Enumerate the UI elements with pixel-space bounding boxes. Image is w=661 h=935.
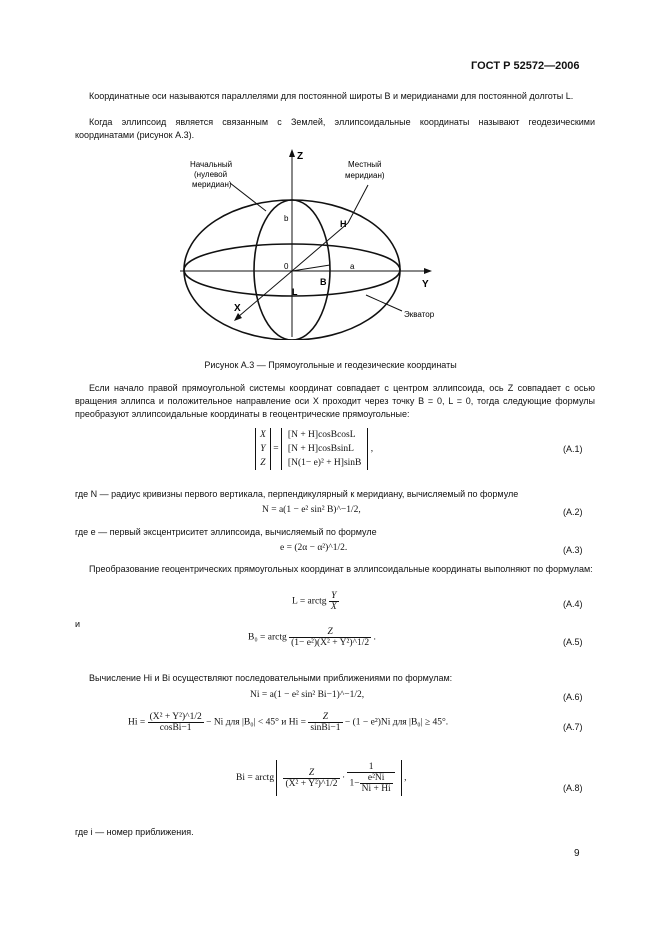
equation-a5: B₀ = arctg $\frac{Z}{\text{(1− e²)(X² + Y²)\textasciicircum{}1/2}}$ . [248,627,376,648]
label-local-2: меридиан) [345,171,385,180]
label-b-small: b [284,214,289,223]
ellipsoid-figure [170,145,470,340]
paragraph-eccentricity: где e — первый эксцентриситет эллипсоида, вычисляемый по формуле [75,527,377,537]
equation-a8: Bi = arctg $\frac{Z}{\text{(X² + Y²)\textasciicircum{}1/2}}$ · 1 1− $\frac{\text{e²Ni}}{Ni + Hi}$ , [236,762,407,794]
prime-meridian-pointer [230,183,266,211]
document-code: ГОСТ Р 52572—2006 [471,60,580,72]
label-B: B [320,277,327,287]
equation-a4: L = arctg $\frac{Y}{X}$ [292,591,337,612]
arrow-y [424,268,432,274]
equation-number-a5: (А.5) [563,637,583,647]
label-h: H [340,219,347,229]
equation-number-a4: (А.4) [563,599,583,609]
label-z: Z [297,151,304,162]
equation-a6: Ni = a(1 − e² sin² Bi−1)^−1/2, [250,690,365,700]
paragraph-geodetic: Когда эллипсоид является связанным с Землей, эллипсоидальные координаты называют геодезическими координатами (рисунок А.3). [75,117,595,140]
label-L: L [292,287,298,297]
label-a-small: a [350,262,355,271]
label-prime-3: меридиан) [192,180,232,189]
arrow-z [289,149,295,157]
paragraph-axes: Координатные оси называются параллелями для постоянной широты B и меридианами для постоянной долготы L. [89,91,574,101]
paragraph-iteration: Вычисление Hi и Bi осуществляют последовательными приближениями по формулам: [89,673,453,683]
equation-a1: X Y Z = [N + H]cosBcosL [N + H]cosBsinL [N(1− e)² + H]sinB , [255,428,373,470]
label-prime-1: Начальный [190,160,233,169]
equator-pointer [366,295,402,311]
equation-a2: N = a(1 − e² sin² B)^−1/2, [262,505,361,515]
label-prime-2: (нулевой [194,170,228,179]
equation-number-a6: (А.6) [563,692,583,702]
label-x: X [234,303,241,314]
equation-a3: e = (2α − α²)^1/2. [280,543,348,553]
paragraph-conversion: Если начало правой прямоугольной системы координат совпадает с центром эллипсоида, ось Z совпадает с осью вращения эллипса и положительное направление оси X проходит через точку B = 0, L = 0, тогда следующие формулы преобразуют эллипсоидальные координаты в геоцентрические прямоугольные: [75,383,595,419]
equation-number-a3: (А.3) [563,545,583,555]
paragraph-iteration-number: где i — номер приближения. [75,827,194,837]
paragraph-and: и [75,619,81,629]
page-number: 9 [574,848,580,859]
equation-number-a2: (А.2) [563,507,583,517]
paragraph-inverse: Преобразование геоцентрических прямоугольных координат в эллипсоидальные координаты выполняют по формулам: [89,564,593,574]
local-meridian-pointer [348,185,368,223]
figure-caption: Рисунок А.3 — Прямоугольные и геодезические координаты [204,360,457,370]
label-equator: Экватор [404,310,435,319]
label-local-1: Местный [348,160,382,169]
label-y: Y [422,279,429,290]
paragraph-radius: где N — радиус кривизны первого вертикала, перпендикулярный к меридиану, вычисляемый по формуле [75,489,519,499]
equation-number-a1: (А.1) [563,444,583,454]
equation-number-a8: (А.8) [563,783,583,793]
equation-number-a7: (А.7) [563,722,583,732]
label-zero: 0 [284,262,289,271]
equation-a7: Hi = $\frac{\text{(X² + Y²)\textasciicircum{}1/2}}{\text{cosBi−1}}$ − Ni для |B₀| < 45° и Hi = $\frac{Z}{\text{sinBi−1}}$ − (1 − e²)Ni для |B₀| ≥ 45°. [128,712,449,733]
